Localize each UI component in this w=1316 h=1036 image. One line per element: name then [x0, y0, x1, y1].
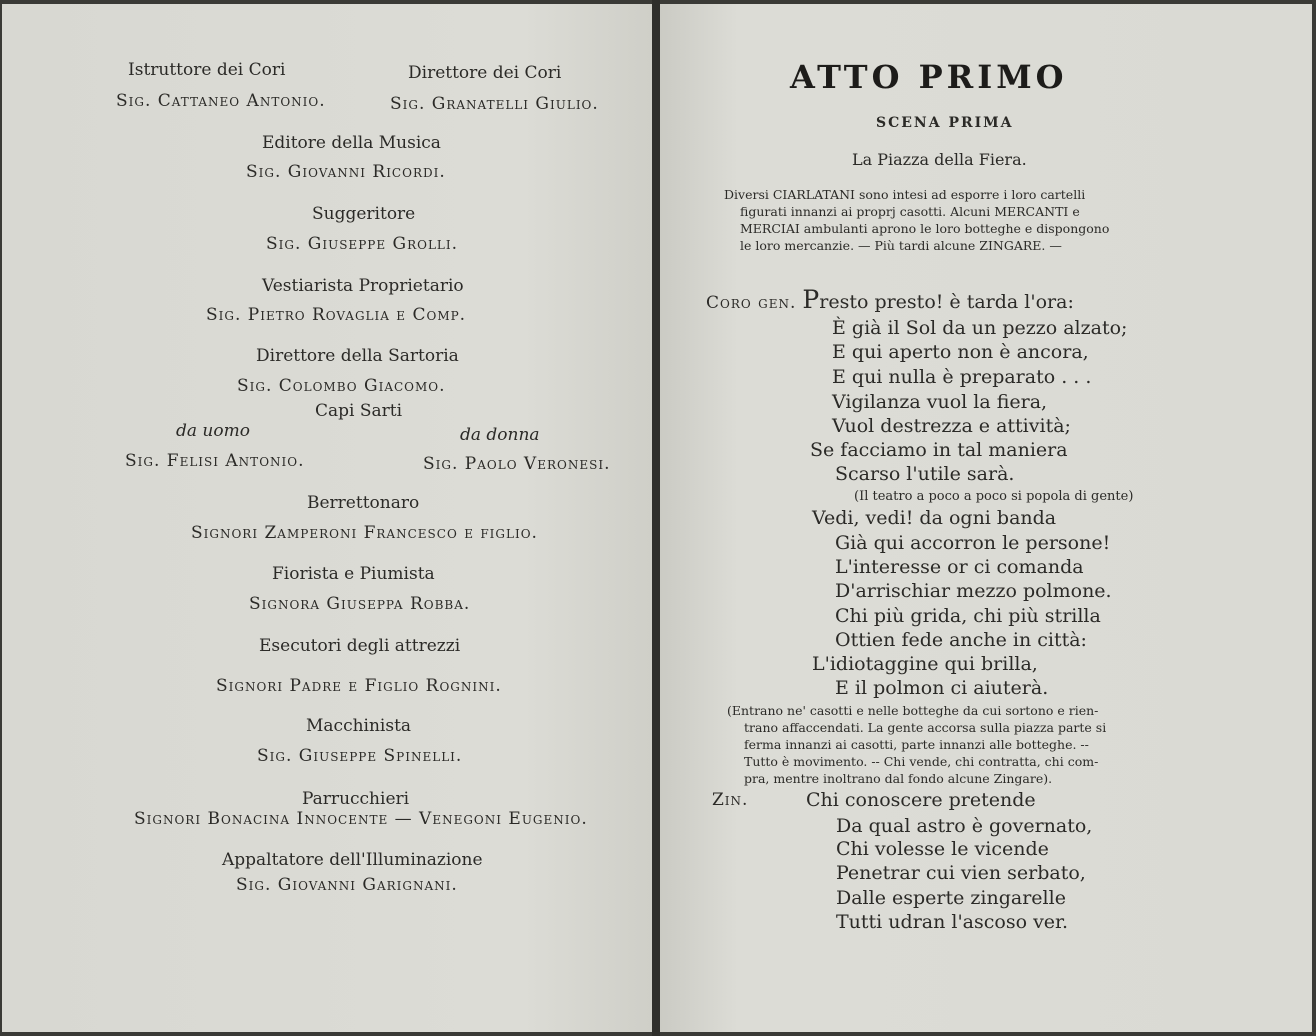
stage-direction-3-line-5: pra, mentre inoltrano dal fondo alcune Zingare). — [744, 771, 1053, 786]
editore-role: Editore della Musica — [262, 133, 441, 153]
vestiarista-name: Sig. Pietro Rovaglia e Comp. — [206, 305, 467, 325]
coro-line: L'idiotaggine qui brilla, — [812, 653, 1038, 675]
stage-direction-3-line-3: ferma innanzi ai casotti, parte innanzi alle botteghe. -- — [744, 737, 1089, 752]
da-uomo-label: da uomo — [176, 421, 250, 441]
illuminazione-name: Sig. Giovanni Garignani. — [236, 875, 458, 895]
stage-direction-1-line-3: MERCIAI ambulanti aprono le loro botteghe e dispongono — [740, 221, 1110, 236]
coro-first-initial: P — [802, 285, 820, 314]
sartoria-name: Sig. Colombo Giacomo. — [237, 376, 446, 396]
coro-line: D'arrischiar mezzo polmone. — [835, 580, 1112, 602]
scene-title: SCENA PRIMA — [876, 115, 1014, 131]
coro-line: Chi più grida, chi più strilla — [835, 605, 1101, 627]
sarto-uomo-name: Sig. Felisi Antonio. — [125, 451, 305, 471]
da-donna-label: da donna — [460, 425, 540, 445]
act-title: ATTO PRIMO — [790, 58, 1068, 96]
stage-direction-3-line-4: Tutto è movimento. -- Chi vende, chi contratta, chi com- — [744, 754, 1099, 769]
parrucchieri-name: Signori Bonacina Innocente — Venegoni Eugenio. — [134, 809, 588, 829]
zin-line: Dalle esperte zingarelle — [836, 887, 1066, 909]
stage-direction-1-line-1: Diversi CIARLATANI sono intesi ad esporre i loro cartelli — [724, 187, 1086, 202]
fiorista-name: Signora Giuseppa Robba. — [249, 594, 471, 614]
zin-line: Da qual astro è governato, — [836, 815, 1093, 837]
coro-line: Vigilanza vuol la fiera, — [832, 391, 1048, 413]
coro-line: E il polmon ci aiuterà. — [835, 677, 1049, 699]
coro-line: Già qui accorron le persone! — [835, 532, 1111, 554]
illuminazione-role: Appaltatore dell'Illuminazione — [222, 850, 483, 870]
parrucchieri-role: Parrucchieri — [302, 789, 410, 809]
istruttore-cori-name: Sig. Cattaneo Antonio. — [116, 91, 326, 111]
macchinista-role: Macchinista — [306, 716, 412, 736]
zin-line: Chi conoscere pretende — [806, 789, 1036, 811]
coro-first-line: resto presto! è tarda l'ora: — [819, 291, 1074, 313]
stage-direction-3-line-2: trano affaccendati. La gente accorsa sulla piazza parte si — [744, 720, 1107, 735]
berrettonaro-role: Berrettonaro — [307, 493, 420, 513]
zin-line: Penetrar cui vien serbato, — [836, 862, 1086, 884]
coro-line: È già il Sol da un pezzo alzato; — [832, 317, 1128, 339]
direttore-cori-role: Direttore dei Cori — [408, 63, 562, 83]
attrezzi-name: Signori Padre e Figlio Rognini. — [216, 676, 502, 696]
suggeritore-role: Suggeritore — [312, 204, 416, 224]
coro-line: Vuol destrezza e attività; — [832, 415, 1071, 437]
berrettonaro-name: Signori Zamperoni Francesco e figlio. — [191, 523, 538, 543]
fiorista-role: Fiorista e Piumista — [272, 564, 435, 584]
coro-line: Ottien fede anche in città: — [835, 629, 1087, 651]
coro-line: E qui aperto non è ancora, — [832, 341, 1089, 363]
stage-direction-1-line-2: figurati innanzi ai proprj casotti. Alcuni MERCANTI e — [740, 204, 1080, 219]
coro-line: Scarso l'utile sarà. — [835, 463, 1015, 485]
sartoria-role: Direttore della Sartoria — [256, 346, 459, 366]
speaker-coro: Coro gen. — [706, 293, 797, 313]
coro-line: L'interesse or ci comanda — [835, 556, 1084, 578]
suggeritore-name: Sig. Giuseppe Grolli. — [266, 234, 459, 254]
sarto-donna-name: Sig. Paolo Veronesi. — [423, 454, 611, 474]
stage-direction-3-line-1: (Entrano ne' casotti e nelle botteghe da cui sortono e rien- — [727, 703, 1099, 718]
stage-direction-1-line-4: le loro mercanzie. — Più tardi alcune ZINGARE. — — [740, 238, 1062, 253]
editore-name: Sig. Giovanni Ricordi. — [246, 162, 446, 182]
speaker-zin: Zin. — [712, 790, 749, 810]
book-gutter — [652, 0, 660, 1036]
zin-line: Chi volesse le vicende — [836, 838, 1049, 860]
stage-direction-2: (Il teatro a poco a poco si popola di gente) — [854, 489, 1134, 504]
coro-line: Se facciamo in tal maniera — [810, 439, 1068, 461]
coro-line: E qui nulla è preparato . . . — [832, 366, 1092, 388]
zin-line: Tutti udran l'ascoso ver. — [836, 911, 1069, 933]
scene-setting: La Piazza della Fiera. — [852, 150, 1027, 169]
capi-sarti-role: Capi Sarti — [315, 401, 403, 421]
macchinista-name: Sig. Giuseppe Spinelli. — [257, 746, 463, 766]
direttore-cori-name: Sig. Granatelli Giulio. — [390, 94, 599, 114]
coro-line: Vedi, vedi! da ogni banda — [812, 507, 1057, 529]
vestiarista-role: Vestiarista Proprietario — [262, 276, 464, 296]
attrezzi-role: Esecutori degli attrezzi — [259, 636, 461, 656]
istruttore-cori-role: Istruttore dei Cori — [128, 60, 286, 80]
